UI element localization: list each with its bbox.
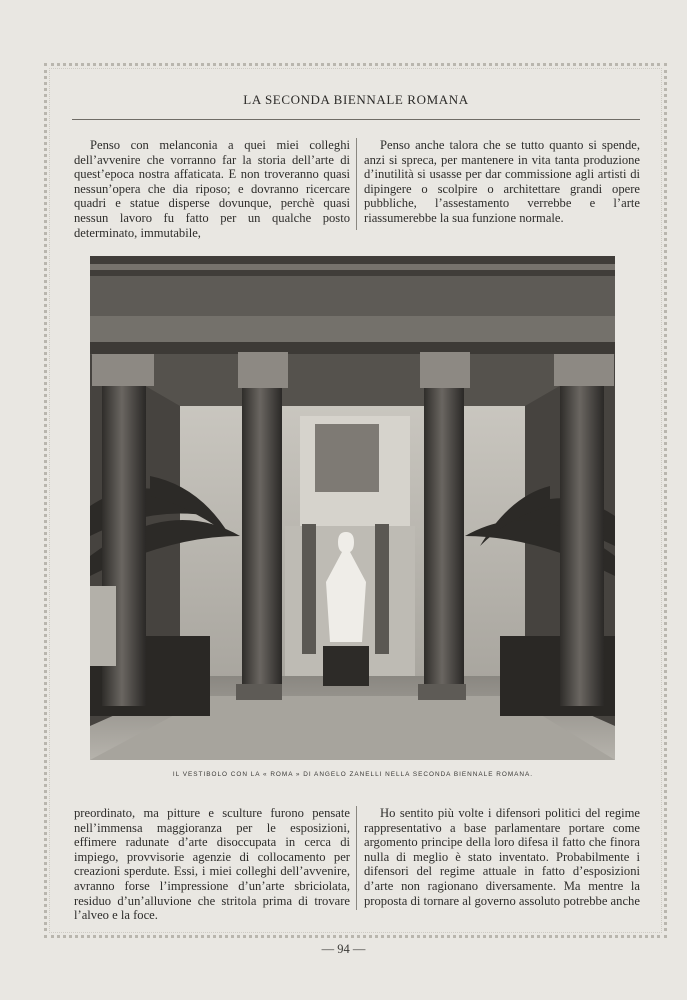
figure-caption: IL VESTIBOLO CON LA « ROMA » DI ANGELO ZANELLI NELLA SECONDA BIENNALE ROMANA. — [172, 771, 534, 778]
text-column-top-left — [74, 138, 350, 240]
text-column-bottom-right — [364, 806, 640, 908]
text-column-top-right — [364, 138, 640, 226]
page-number: — 94 — — [321, 942, 366, 956]
paragraph: Penso con melanconia a quei miei colleghi dell’avvenire che vorranno far la storia dell’arte di quest’epoca nostra affaticata. E non troveranno quasi nessun’opera che dia riposo; e dovranno ricercare quadri e statue disperse dovunque, perchè quasi nessun lavoro fu fatto per un qualche posto determinato, immutabile, — [74, 138, 350, 240]
column-divider — [356, 138, 357, 230]
paragraph: Ho sentito più volte i difensori politici del regime rappresentativo a base parlamentare portare come argomento principe della loro difesa il fatto che finora nulla di meglio è stato inventato. Probabilmente i difensori del regime attuale in fatto d’esposizioni d’arte non ragionano diversamente. Ma mentre la proposta di tornare al governo assoluto potrebbe anche — [364, 806, 640, 908]
text-column-bottom-left — [74, 806, 350, 923]
header-rule — [72, 119, 640, 120]
paragraph: Penso anche talora che se tutto quanto si spende, anzi si spreca, per mantenere in vita tanta produzione d’inutilità si usasse per dar commissione agli artisti di dipingere o scolpire o architettare grandi opere pubbliche, l’assestamento verrebbe e l’arte riassumerebbe la sua funzione normale. — [364, 138, 640, 225]
photograph-vestibule — [90, 256, 615, 760]
paragraph: preordinato, ma pitture e sculture furono pensate nell’immensa maggioranza per le esposizioni, effimere radunate d’arte disoccupata in cerca di impiego, provvisorie agenzie di collocamento per creazioni sperdute. Essi, i miei colleghi dell’avvenire, avranno forse l’impressione d’un’arte sbriciolata, residuo d’un’alluvione che stritola prima di trovare l’alveo e la foce. — [74, 806, 350, 923]
running-header: LA SECONDA BIENNALE ROMANA — [243, 92, 469, 107]
column-divider — [356, 806, 357, 910]
